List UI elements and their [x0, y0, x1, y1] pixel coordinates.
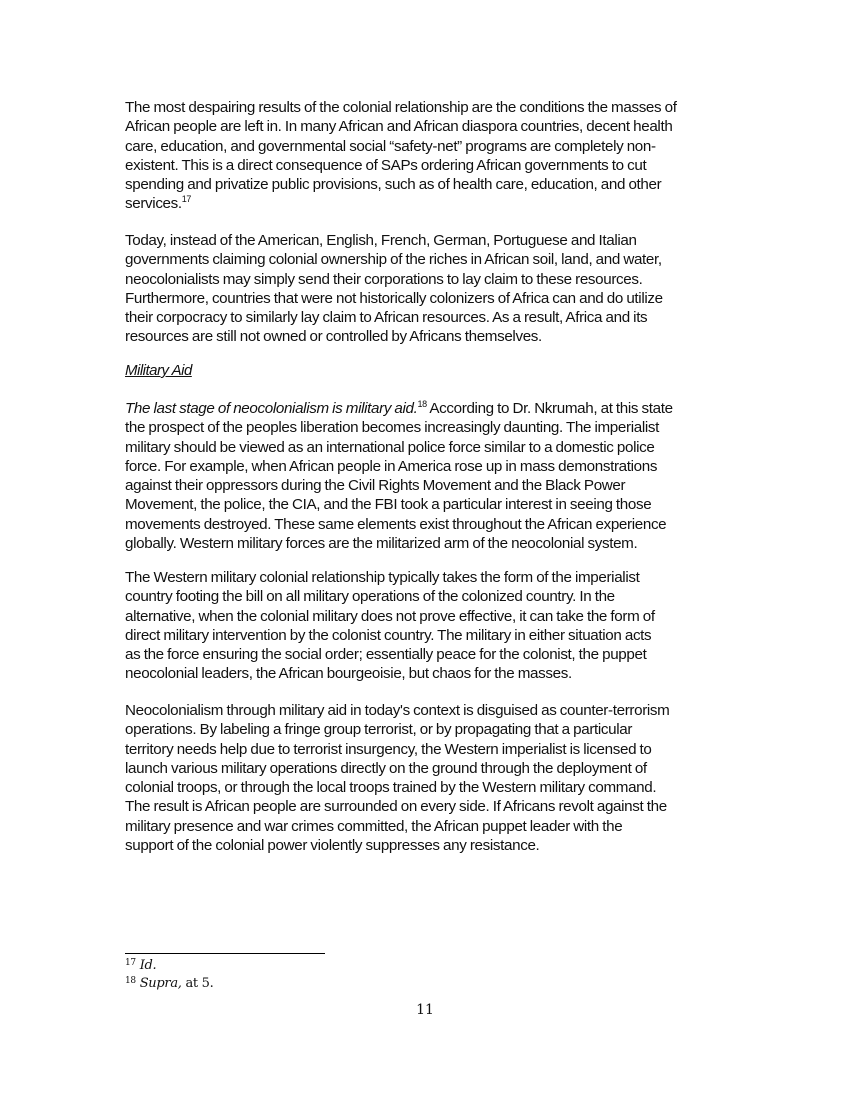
footnote-number: 18	[125, 976, 136, 986]
text-line: neocolonial leaders, the African bourgeoisie, but chaos for the masses.	[125, 665, 572, 683]
text-line: resources are still not owned or controlled by Africans themselves.	[125, 328, 542, 346]
text-line: operations. By labeling a fringe group terrorist, or by propagating that a particular	[125, 721, 633, 739]
footnote-text: at 5.	[181, 976, 214, 991]
text-line: globally. Western military forces are the militarized arm of the neocolonial system.	[125, 535, 638, 553]
text-line: care, education, and governmental social “safety-net” programs are completely non-	[125, 137, 656, 155]
text-line: colonial troops, or through the local troops trained by the Western military command.	[125, 779, 657, 797]
text-line: The most despairing results of the colonial relationship are the conditions the masses of	[125, 99, 677, 116]
text-line: The result is African people are surrounded on every side. If Africans revolt against the	[125, 798, 667, 816]
footnote-separator	[125, 953, 325, 954]
text-line: The Western military colonial relationship typically takes the form of the imperialist	[125, 569, 640, 586]
paragraph-western-military	[125, 568, 735, 684]
paragraph-conditions	[125, 98, 735, 214]
text-line: the prospect of the peoples liberation becomes increasingly daunting. The imperialist	[125, 419, 659, 437]
text-line: launch various military operations directly on the ground through the deployment of	[125, 759, 647, 777]
text-line: Neocolonialism through military aid in today's context is disguised as counter-terrorism	[125, 702, 670, 719]
text-line: spending and privatize public provisions, such as of health care, education, and other	[125, 176, 662, 194]
footnote-number: 17	[125, 958, 136, 968]
text-fragment: According to Dr. Nkrumah, at this state	[426, 400, 673, 417]
paragraph-counter-terrorism	[125, 701, 735, 855]
text-line: Movement, the police, the CIA, and the FBI took a particular interest in seeing those	[125, 496, 652, 514]
italic-lead: The last stage of neocolonialism is military aid.	[125, 400, 418, 417]
text-line: existent. This is a direct consequence of SAPs ordering African governments to cut	[125, 156, 647, 174]
text-line: direct military intervention by the colonist country. The military in either situation acts	[125, 626, 652, 644]
text-line: force. For example, when African people in America rose up in mass demonstrations	[125, 457, 658, 475]
text-line: country footing the bill on all military operations of the colonized country. In the	[125, 588, 615, 606]
text-line: territory needs help due to terrorist insurgency, the Western imperialist is licensed to	[125, 740, 652, 758]
text-line: movements destroyed. These same elements exist throughout the African experience	[125, 515, 667, 533]
footnote-ref-17[interactable]: 17	[181, 194, 192, 205]
text-line: Furthermore, countries that were not historically colonizers of Africa can and do utilize	[125, 289, 663, 307]
footnote-citation: Supra,	[139, 976, 182, 991]
text-line: their corpocracy to similarly lay claim to African resources. As a result, Africa and its	[125, 309, 648, 327]
text-line: African people are left in. In many African and African diaspora countries, decent health	[125, 118, 673, 136]
footnote-18	[125, 976, 213, 992]
footnote-ref-18[interactable]: 18	[417, 399, 427, 409]
text-line: as the force ensuring the social order; essentially peace for the colonist, the puppet	[125, 646, 647, 664]
footnote-citation: Id.	[139, 958, 157, 973]
text-line	[125, 399, 735, 418]
paragraph-today	[125, 231, 735, 347]
footnote-17	[125, 958, 156, 974]
text-fragment: services.	[125, 195, 182, 213]
text-line: governments claiming colonial ownership of the riches in African soil, land, and water,	[125, 251, 662, 269]
page-number: 11	[416, 1002, 434, 1018]
section-heading: Military Aid	[125, 362, 192, 379]
text-line: support of the colonial power violently suppresses any resistance.	[125, 837, 540, 855]
text-line: against their oppressors during the Civil Rights Movement and the Black Power	[125, 477, 626, 495]
text-line: military presence and war crimes committed, the African puppet leader with the	[125, 817, 623, 835]
text-line	[125, 194, 735, 213]
text-line: military should be viewed as an international police force similar to a domestic police	[125, 438, 655, 456]
text-line: Today, instead of the American, English, French, German, Portuguese and Italian	[125, 232, 637, 249]
text-line: neocolonialists may simply send their corporations to lay claim to these resources.	[125, 270, 643, 288]
text-line: alternative, when the colonial military does not prove effective, it can take the form of	[125, 607, 655, 625]
paragraph-military-aid	[125, 399, 735, 553]
